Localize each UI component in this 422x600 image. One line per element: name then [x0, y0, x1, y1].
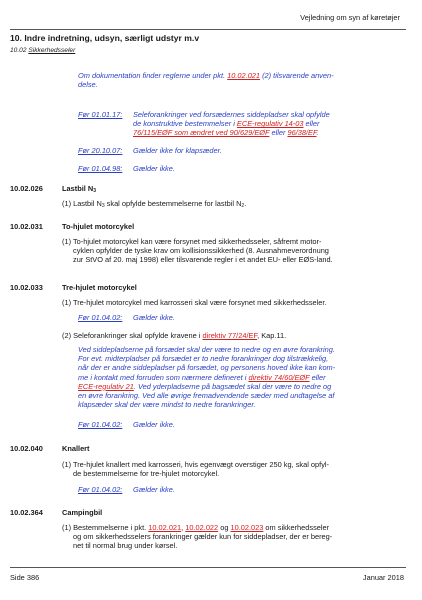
section-number: 10.02.026	[10, 184, 43, 193]
subsection-title	[10, 47, 75, 54]
paragraph: (2) Seleforankringer skal opfylde kravene i direktiv 77/24/EF, Kap.11.	[62, 331, 287, 340]
section-heading: To-hjulet motorcykel	[62, 222, 135, 231]
link-ece-21[interactable]: ECE-regulativ 21	[78, 381, 134, 391]
section-heading: Tre-hjulet motorcykel	[62, 283, 137, 292]
paragraph: (1) To-hjulet motorcykel kan være forsynet med sikkerhedsseler, såfremt motor- cyklen opfylder de tyske krav om kollisionssikkerhed (8. Ausnahmeverordnung zur StVO af 20. maj 1998) eller tilsvarende regler i et andet EU- eller EØS-land.	[62, 237, 333, 265]
paragraph: (1) Tre-hjulet motorcykel med karrosseri skal være forsynet med sikkerhedsseler.	[62, 298, 327, 307]
section-number: 10.02.364	[10, 508, 43, 517]
history-entry: Før 20.10.07: Gælder ikke for klapsæder.	[78, 146, 222, 155]
paragraph: (1) Tre-hjulet knallert med karrosseri, hvis egenvægt overstiger 250 kg, skal opfyl- de bestemmelserne for tre-hjulet motorcykel.	[62, 460, 329, 479]
section-heading: Knallert	[62, 444, 90, 453]
section-heading: Lastbil $N_3$	[62, 184, 96, 194]
section-number: 10.02.031	[10, 222, 43, 231]
link-10-02-023[interactable]: 10.02.023	[230, 523, 264, 532]
history-entry: Før 01.04.02: Gælder ikke.	[78, 420, 175, 429]
history-date: Før 01.04.02:	[78, 485, 123, 494]
guidance-note: Ved siddepladserne på forsædet skal der være to nedre og en øvre forankring. For evt. midterpladser på forsædet er to nedre forankringer dog tilstrækkelig, når der er andre siddepladser på forsædet, og personens hoved ikke kan kom- me i kontakt med forruden som nærmere defineret i direktiv 74/60/EØF eller ECE-regulativ 21. Ved yderpladserne på bagsædet skal der være to nedre og en øvre forankring. Ved alle øvrige fremadvendende sæder med undtagelse af klapsæder skal der være mindst to nedre forankringer.	[78, 345, 336, 410]
footer-rule	[10, 567, 406, 568]
section-heading: Campingbil	[62, 508, 103, 517]
history-entry: Før 01.04.02: Gælder ikke.	[78, 485, 175, 494]
subsection-name: Sikkerhedsseler	[28, 47, 76, 54]
history-entry: Før 01.01.17: Seleforankringer ved forsædernes siddepladser skal opfylde de konstruktive bestemmelser i ECE-regulativ 14-03 eller 76/115/EØF som ændret ved 90/629/EØF eller 96/38/EF.	[78, 110, 330, 138]
link-10-02-021[interactable]: 10.02.021	[148, 523, 182, 532]
link-direktiv-74-60-eoef[interactable]: direktiv 74/60/EØF	[248, 372, 310, 382]
link-10-02-021[interactable]: 10.02.021	[227, 71, 261, 80]
header-title: Vejledning om syn af køretøjer	[300, 13, 400, 22]
history-date: Før 01.04.98:	[78, 164, 123, 173]
section-title: 10. Indre indretning, udsyn, særligt udstyr m.v	[10, 33, 200, 43]
intro-note: Om dokumentation finder reglerne under pkt. 10.02.021 (2) tilsvarende anven- delse.	[78, 71, 334, 90]
footer-date: Januar 2018	[362, 573, 404, 582]
history-date: Før 20.10.07:	[78, 146, 123, 155]
link-direktiv-77-24-ef[interactable]: direktiv 77/24/EF	[202, 331, 258, 340]
section-number: 10.02.033	[10, 283, 43, 292]
history-date: Før 01.04.02:	[78, 313, 123, 322]
section-number: 10.02.040	[10, 444, 43, 453]
paragraph: (1) Bestemmelserne i pkt. 10.02.021, 10.02.022 og 10.02.023 om sikkerhedsseler og om sikkerhedsselers forankringer gælder kun for siddepladser, der er bereg- net til normal brug under kørsel.	[62, 523, 333, 551]
paragraph: (1) Lastbil $N_3$ skal opfylde bestemmelserne for lastbil $N_2$.	[62, 199, 247, 209]
history-entry: Før 01.04.02: Gælder ikke.	[78, 313, 175, 322]
header-rule	[10, 29, 406, 30]
link-ece-14-03[interactable]: ECE-regulativ 14-03	[236, 119, 304, 129]
link-76-115-eoef[interactable]: 76/115/EØF som ændret ved 90/629/EØF	[133, 128, 270, 138]
link-96-38-ef[interactable]: 96/38/EF	[287, 128, 317, 138]
subsection-number: 10.02	[10, 47, 27, 54]
page-number: Side 386	[10, 573, 40, 582]
history-date: Før 01.01.17:	[78, 110, 123, 119]
history-date: Før 01.04.02:	[78, 420, 123, 429]
link-10-02-022[interactable]: 10.02.022	[185, 523, 219, 532]
history-entry: Før 01.04.98: Gælder ikke.	[78, 164, 175, 173]
